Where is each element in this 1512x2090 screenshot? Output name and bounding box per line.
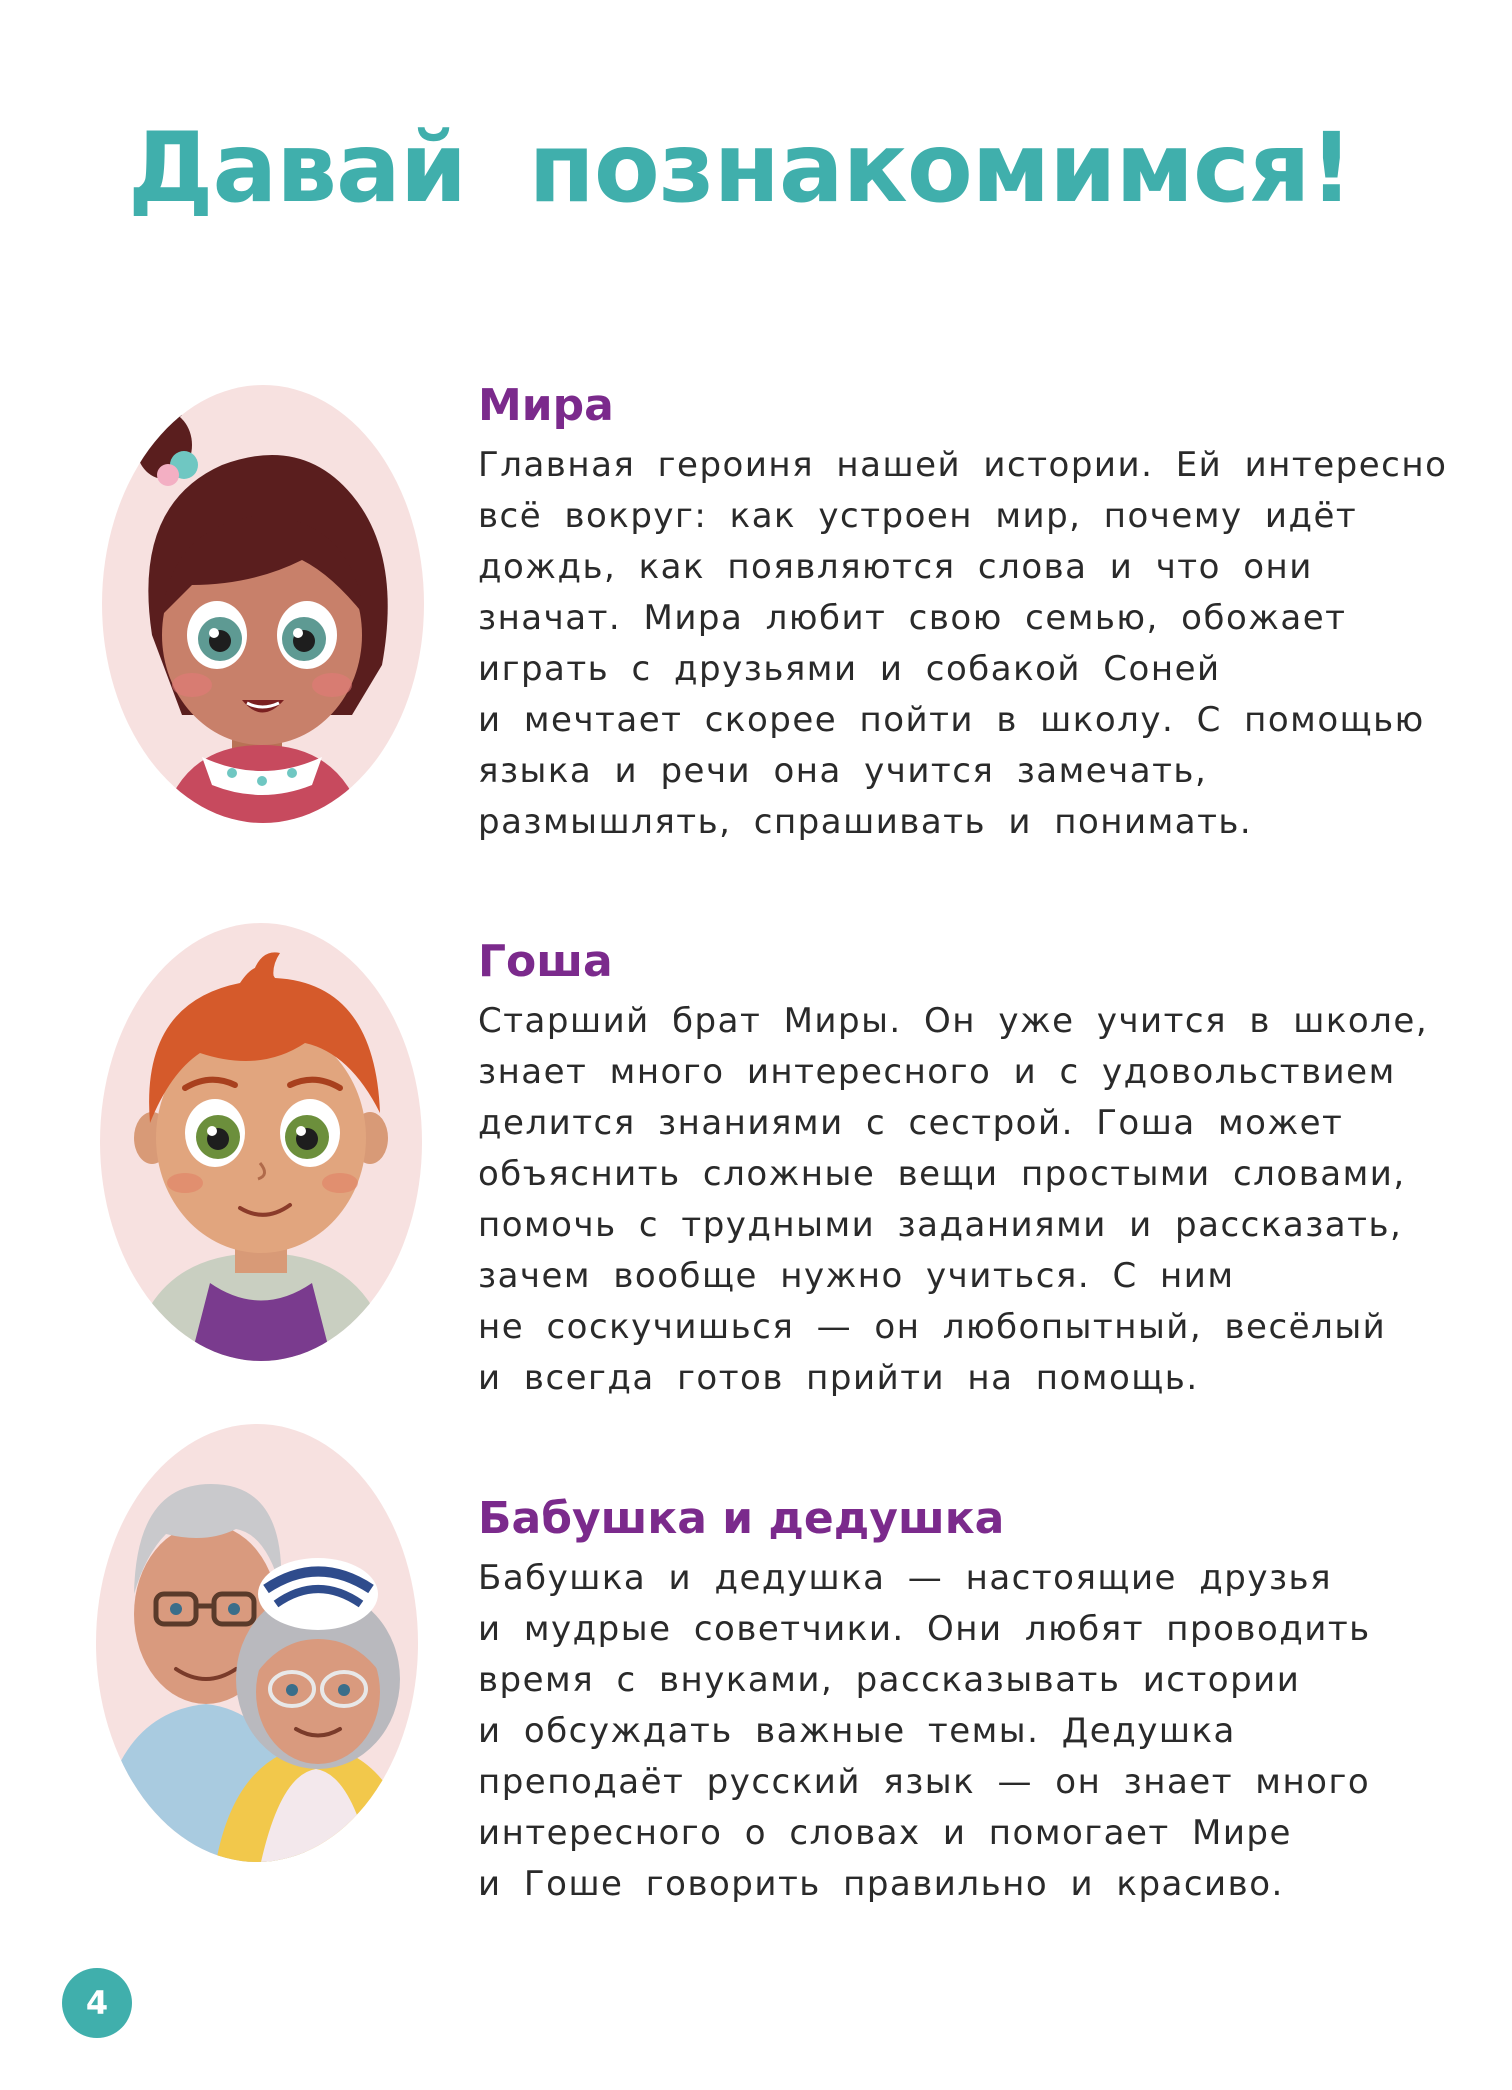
boy-portrait-icon (100, 923, 422, 1361)
character-description (478, 1553, 1468, 1910)
description-line: интересного о словах и помогает Мире (478, 1813, 1292, 1853)
description-line: всё вокруг: как устроен мир, почему идёт (478, 496, 1358, 536)
description-line: объяснить сложные вещи простыми словами, (478, 1154, 1406, 1194)
character-description (478, 996, 1468, 1404)
page-number: 4 (85, 1984, 109, 2022)
page-number-badge (62, 1968, 132, 2038)
description-line: зачем вообще нужно учиться. С ним (478, 1256, 1235, 1296)
description-line: и мудрые советчики. Они любят проводить (478, 1609, 1371, 1649)
description-line: играть с друзьями и собакой Соней (478, 649, 1221, 689)
description-line: Главная героиня нашей истории. Ей интересно (478, 445, 1448, 485)
description-line: Бабушка и дедушка — настоящие друзья (478, 1558, 1333, 1598)
description-line: дождь, как появляются слова и что они (478, 547, 1313, 587)
description-line: и обсуждать важные темы. Дедушка (478, 1711, 1236, 1751)
description-line: значат. Мира любит свою семью, обожает (478, 598, 1347, 638)
description-line: языка и речи она учится замечать, (478, 751, 1208, 791)
page-title: Давай познакомимся! (128, 112, 1353, 224)
character-mira (478, 380, 1468, 848)
character-description (478, 440, 1468, 848)
description-line: и всегда готов прийти на помощь. (478, 1358, 1199, 1398)
character-name: Мира (478, 380, 614, 431)
description-line: не соскучишься — он любопытный, весёлый (478, 1307, 1387, 1347)
grandparents-portrait-icon (96, 1424, 418, 1862)
description-line: знает много интересного и с удовольствием (478, 1052, 1396, 1092)
description-line: и Гоше говорить правильно и красиво. (478, 1864, 1284, 1904)
character-grandparents (478, 1493, 1468, 1910)
character-name: Гоша (478, 936, 613, 987)
description-line: и мечтает скорее пойти в школу. С помощью (478, 700, 1425, 740)
character-name: Бабушка и дедушка (478, 1493, 1005, 1544)
description-line: Старший брат Миры. Он уже учится в школе, (478, 1001, 1429, 1041)
character-gosha (478, 936, 1468, 1404)
description-line: время с внуками, рассказывать истории (478, 1660, 1301, 1700)
description-line: размышлять, спрашивать и понимать. (478, 802, 1253, 842)
girl-portrait-icon (102, 385, 424, 823)
description-line: делится знаниями с сестрой. Гоша может (478, 1103, 1344, 1143)
description-line: помочь с трудными заданиями и рассказать, (478, 1205, 1403, 1245)
description-line: преподаёт русский язык — он знает много (478, 1762, 1371, 1802)
